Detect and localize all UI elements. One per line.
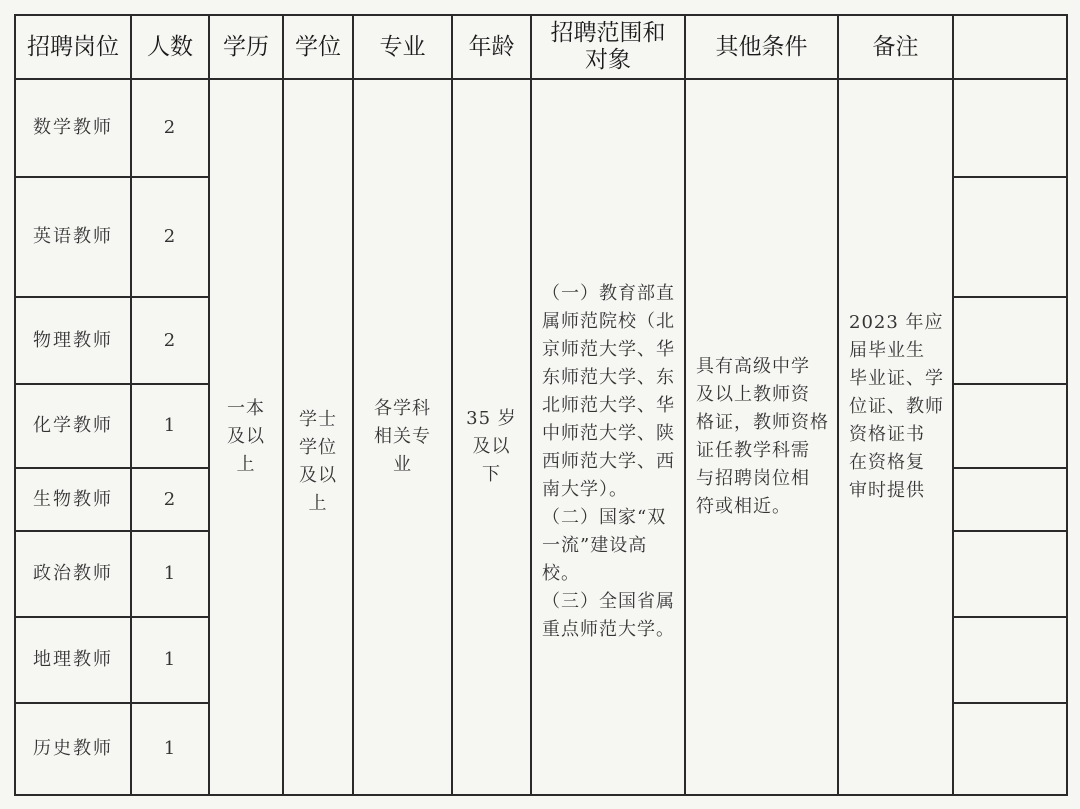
other-line: 及以上教师资	[696, 384, 810, 405]
scope-line: （二）国家“双	[542, 507, 667, 528]
position-cell: 政治教师	[15, 531, 131, 617]
major-line: 各学科	[374, 398, 431, 419]
empty-cell	[953, 531, 1067, 617]
other-conditions-cell	[685, 79, 838, 795]
table-row	[15, 79, 1067, 177]
empty-cell	[953, 617, 1067, 703]
header-empty	[953, 15, 1067, 79]
major-line: 业	[393, 454, 412, 475]
degree-line: 学士	[299, 409, 337, 430]
count-cell: 2	[131, 79, 209, 177]
degree-line: 及以	[299, 465, 337, 486]
scope-line: 校。	[542, 563, 580, 584]
other-line: 证任教学科需	[696, 440, 810, 461]
remarks-line: 审时提供	[849, 480, 925, 501]
header-position: 招聘岗位	[15, 15, 131, 79]
other-line: 具有高级中学	[696, 356, 810, 377]
remarks-line: 位证、教师	[849, 396, 944, 417]
scope-cell	[531, 79, 685, 795]
count-cell: 1	[131, 384, 209, 468]
position-cell: 生物教师	[15, 468, 131, 531]
scope-line: （三）全国省属	[542, 591, 675, 612]
major-cell	[353, 79, 452, 795]
header-scope-line2: 对象	[585, 47, 631, 73]
header-remarks: 备注	[838, 15, 953, 79]
education-cell	[209, 79, 283, 795]
header-education: 学历	[209, 15, 283, 79]
position-cell: 化学教师	[15, 384, 131, 468]
header-scope	[531, 15, 685, 79]
scope-line: 北师范大学、华	[542, 395, 675, 416]
age-line: 及以	[472, 436, 511, 457]
header-scope-line1: 招聘范围和	[550, 20, 666, 46]
education-line: 及以	[227, 426, 265, 447]
age-cell	[452, 79, 531, 795]
remarks-line: 毕业证、学	[849, 368, 944, 389]
scope-line: 南大学）。	[542, 479, 628, 500]
degree-line: 上	[308, 493, 328, 514]
header-age: 年龄	[452, 15, 531, 79]
count-cell: 1	[131, 703, 209, 795]
position-cell: 数学教师	[15, 79, 131, 177]
empty-cell	[953, 384, 1067, 468]
position-cell: 英语教师	[15, 177, 131, 297]
remarks-line: 在资格复	[849, 452, 925, 473]
scope-line: 东师范大学、东	[542, 367, 675, 388]
remarks-line: 届毕业生	[849, 340, 925, 361]
count-cell: 2	[131, 297, 209, 384]
scope-line: 一流”建设高	[542, 535, 648, 556]
degree-cell	[283, 79, 353, 795]
remarks-cell	[838, 79, 953, 795]
degree-line: 学位	[299, 437, 337, 458]
scope-line: 西师范大学、西	[542, 451, 675, 472]
scope-line: 重点师范大学。	[542, 619, 675, 640]
position-cell: 地理教师	[15, 617, 131, 703]
position-cell: 历史教师	[15, 703, 131, 795]
other-line: 符或相近。	[696, 496, 791, 517]
other-line: 格证，教师资格	[696, 412, 829, 433]
count-cell: 2	[131, 468, 209, 531]
header-other-conditions: 其他条件	[685, 15, 838, 79]
empty-cell	[953, 79, 1067, 177]
header-count: 人数	[131, 15, 209, 79]
age-line: 下	[481, 464, 501, 485]
empty-cell	[953, 177, 1067, 297]
header-major: 专业	[353, 15, 452, 79]
empty-cell	[953, 703, 1067, 795]
count-cell: 1	[131, 531, 209, 617]
education-line: 上	[236, 454, 256, 475]
scope-line: 中师范大学、陕	[542, 423, 675, 444]
age-line: 35 岁	[466, 408, 517, 429]
header-degree: 学位	[283, 15, 353, 79]
count-cell: 1	[131, 617, 209, 703]
education-line: 一本	[227, 398, 265, 419]
empty-cell	[953, 468, 1067, 531]
scope-line: （一）教育部直	[542, 283, 675, 304]
scope-line: 属师范院校（北	[542, 311, 675, 332]
recruitment-table	[14, 14, 1068, 796]
empty-cell	[953, 297, 1067, 384]
position-cell: 物理教师	[15, 297, 131, 384]
remarks-line: 资格证书	[849, 424, 925, 445]
other-line: 与招聘岗位相	[696, 468, 810, 489]
major-line: 相关专	[374, 426, 431, 447]
header-row	[15, 15, 1067, 79]
scope-line: 京师范大学、华	[542, 339, 675, 360]
count-cell: 2	[131, 177, 209, 297]
remarks-line: 2023 年应	[849, 312, 944, 333]
